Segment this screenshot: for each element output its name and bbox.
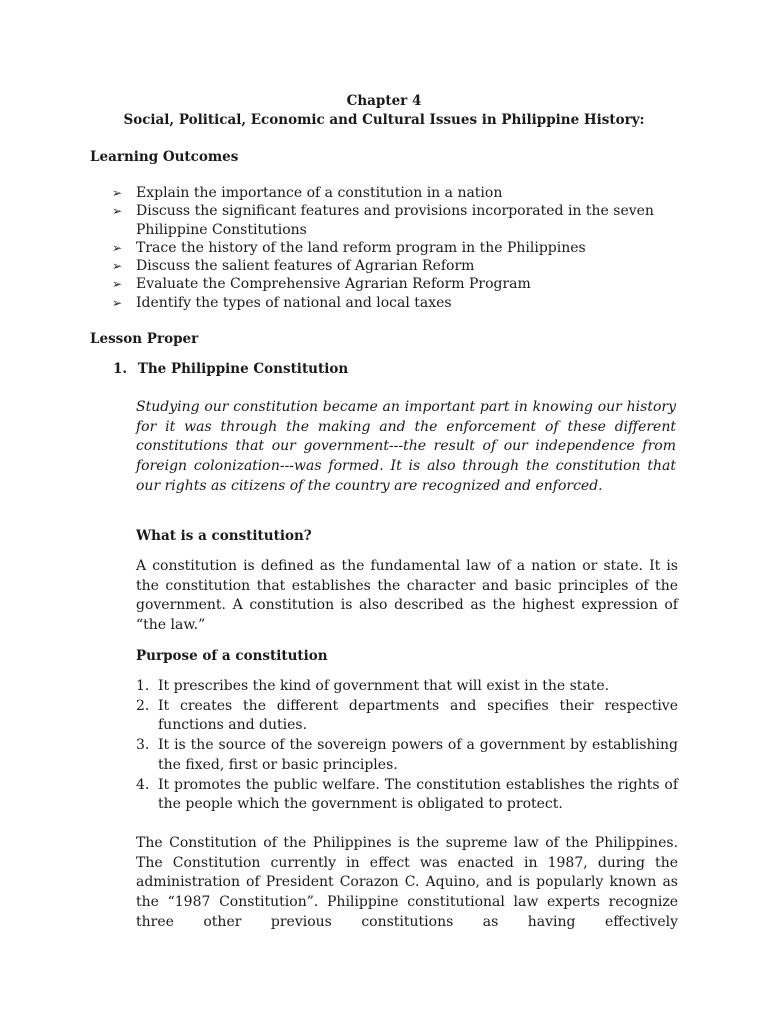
arrowhead-bullet-icon: ➢ [112,277,123,292]
list-item: ➢ Explain the importance of a constitution in a nation [112,185,503,201]
arrowhead-bullet-icon: ➢ [112,186,123,200]
chapter-subtitle: Social, Political, Economic and Cultural Issues in Philippine History: [123,112,645,128]
list-item: ➢ Discuss the salient features of Agrarian Reform [112,258,475,275]
list-item: ➢ Trace the history of the land reform program in the Philippines [112,239,586,256]
learning-outcomes-heading: Learning Outcomes [90,149,239,165]
intro-paragraph: Studying our constitution became an important part in knowing our history for it was through the making and the enforcement of these different constitutions that our government---the result of our independence from foreign colonization---was formed. It is also through the constitution that our rights as citizens of the country are recognized and enforced. [136,399,676,494]
list-item: 2. It creates the different departments and specifies their respective functions and duties. [136,697,678,734]
arrowhead-bullet-icon: ➢ [112,259,123,274]
section-number: 1. [113,361,128,377]
arrowhead-bullet-icon: ➢ [112,295,123,310]
list-item: ➢ Identify the types of national and local taxes [112,294,452,311]
arrowhead-bullet-icon: ➢ [112,204,123,219]
chapter-title: Chapter 4 [346,93,422,109]
definition-paragraph: A constitution is defined as the fundamental law of a nation or state. It is the constitution that establishes the character and basic principles of the government. A constitution is also described as the highest expression of “the law.” [136,558,678,634]
purpose-list [136,677,678,815]
section-heading [113,361,348,377]
list-item: 4. It promotes the public welfare. The constitution establishes the rights of the people which the government is obligated to protect. [136,776,678,813]
list-item: ➢ Discuss the significant features and provisions incorporated in the seven Philippine Constitutions [112,203,654,238]
section-title: The Philippine Constitution [137,361,349,377]
closing-paragraph: The Constitution of the Philippines is the supreme law of the Philippines. The Constitution currently in effect was enacted in 1987, during the administration of President Corazon C. Aquino, and is popularly known as the “1987 Constitution”. Philippine constitutional law experts recognize three other previous constitutions as having effectively [136,835,678,930]
arrowhead-bullet-icon: ➢ [112,240,123,255]
list-item: 3. It is the source of the sovereign powers of a government by establishing the fixed, first or basic principles. [136,737,678,773]
lesson-proper-heading: Lesson Proper [90,331,199,347]
list-item: ➢ Evaluate the Comprehensive Agrarian Reform Program [112,276,531,293]
learning-outcomes-list [112,184,692,312]
list-item: 1. It prescribes the kind of government that will exist in the state. [136,678,610,694]
purpose-heading: Purpose of a constitution [136,648,328,664]
what-is-constitution-heading: What is a constitution? [136,528,312,544]
